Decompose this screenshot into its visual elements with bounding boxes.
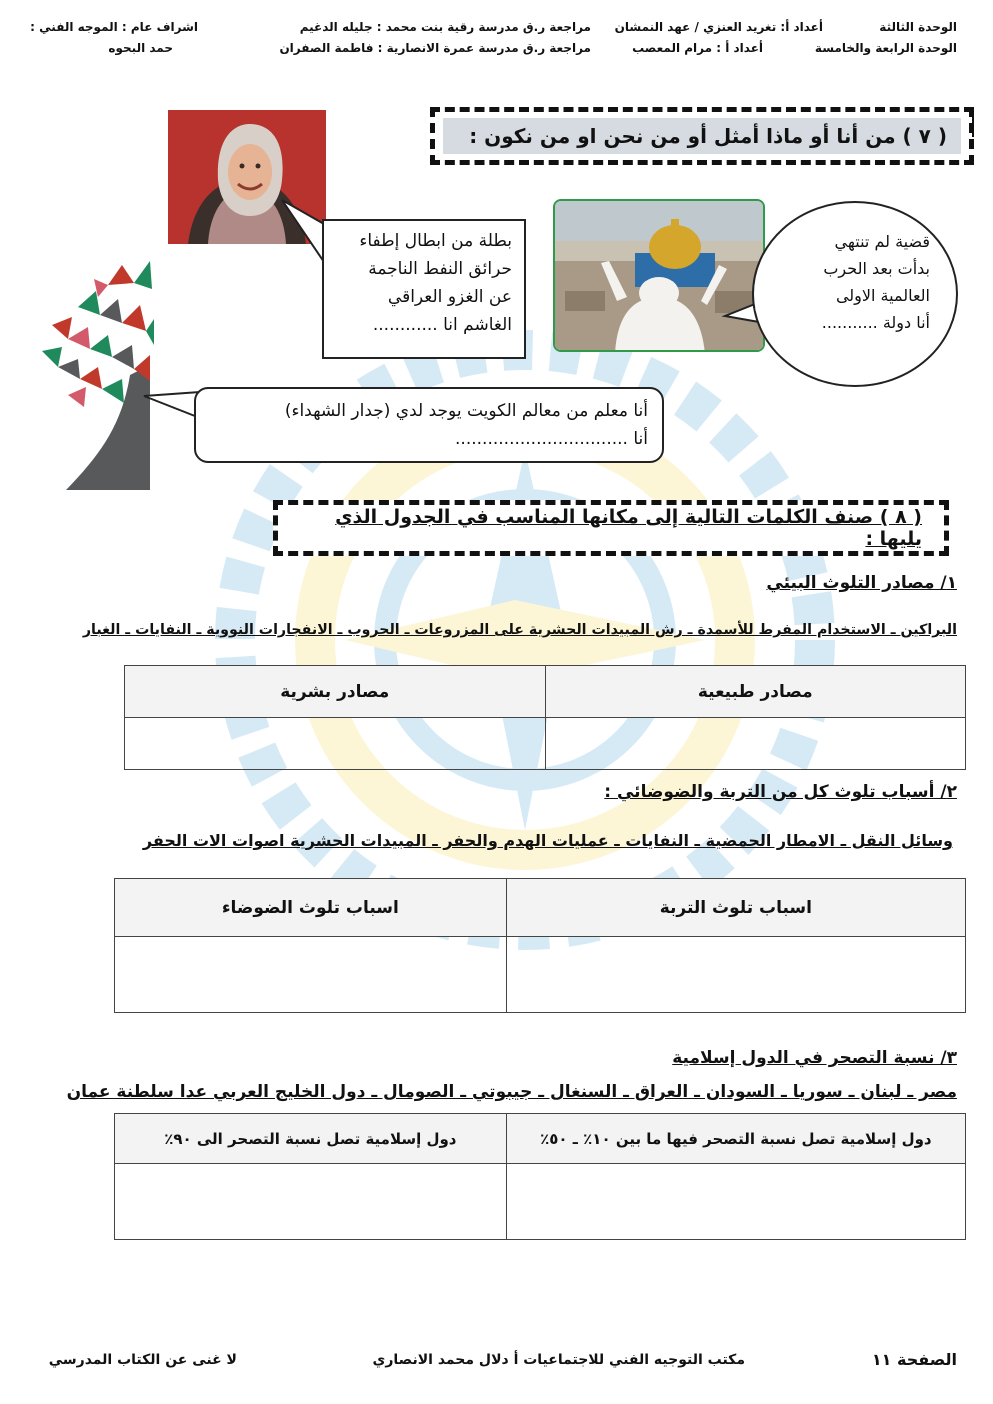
- header-supervision: اشراف عام : الموجه الفني :: [30, 20, 198, 34]
- s2-table: [114, 878, 966, 1013]
- s1-answer-natural[interactable]: [545, 718, 966, 770]
- s3-label: ٣/ نسبة التصحر في الدول إسلامية: [672, 1048, 957, 1068]
- woman-bubble-line: بطلة من ابطال إطفاء: [359, 231, 512, 251]
- q7-title-box: [430, 107, 974, 165]
- header-unit45: الوحدة الرابعة والخامسة: [814, 41, 957, 55]
- palestine-bubble: [780, 228, 930, 336]
- s3-table: [114, 1113, 966, 1240]
- s1-col-human: مصادر بشرية: [125, 666, 546, 718]
- footer-office: مكتب التوجيه الفني للاجتماعيات أ دلال محمد الانصاري: [372, 1352, 745, 1368]
- s1-answer-human[interactable]: [125, 718, 546, 770]
- s3-answer-90[interactable]: [115, 1164, 507, 1240]
- s2-answer-soil[interactable]: [506, 937, 965, 1013]
- martyrs-tree-logo: [38, 255, 158, 490]
- header-review1: مراجعة ر.ق مدرسة رقية بنت محمد : جليله الدغيم: [299, 20, 591, 34]
- palestine-bubble-line: أنا دولة ...........: [821, 313, 930, 332]
- s2-col-noise: اسباب تلوث الضوضاء: [115, 879, 507, 937]
- tree-bubble-line: أنا معلم من معالم الكويت يوجد لدي (جدار الشهداء): [284, 401, 648, 421]
- margin-mark: [972, 107, 974, 137]
- s1-col-natural: مصادر طبيعية: [545, 666, 966, 718]
- header-unit3: الوحدة الثالثة: [879, 20, 957, 34]
- tree-bubble: [194, 387, 664, 463]
- s3-words: مصر ـ لبنان ـ سوريا ـ السودان ـ العراق ـ السنغال ـ جيبوتي ـ الصومال ـ دول الخليج العربي عدا سلطنة عمان: [66, 1082, 957, 1102]
- footer-page-number: الصفحة ١١: [871, 1350, 957, 1369]
- palestine-bubble-line: العالمية الاولى: [835, 286, 930, 305]
- s2-col-soil: اسباب تلوث التربة: [506, 879, 965, 937]
- s1-table: [124, 665, 966, 770]
- s2-label: ٢/ أسباب تلوث كل من التربة والضوضائي :: [604, 782, 957, 802]
- header-review2: مراجعة ر.ق مدرسة عمرة الانصارية : فاطمة الصفران: [279, 41, 591, 55]
- woman-bubble-line: حرائق النفط الناجمة: [368, 259, 512, 279]
- s2-answer-noise[interactable]: [115, 937, 507, 1013]
- palestine-bubble-line: بدأت بعد الحرب: [823, 259, 930, 278]
- woman-bubble-line: عن الغزو العراقي: [387, 287, 512, 307]
- header-supervisor-name: حمد البحوه: [108, 41, 173, 55]
- q8-title-box: [273, 500, 949, 556]
- woman-bubble: [322, 219, 526, 359]
- footer-note: لا غنى عن الكتاب المدرسي: [48, 1352, 237, 1368]
- s1-label: ١/ مصادر التلوث البيئي: [766, 573, 957, 593]
- s1-words: البراكين ـ الاستخدام المفرط للأسمدة ـ رش المبيدات الحشرية على المزروعات ـ الحروب ـ الانفجارات النووية ـ النفايات ـ الغبار: [82, 622, 957, 638]
- woman-bubble-line: الغاشم انا ............: [372, 315, 512, 335]
- header-prep1: أعداد أ: تغريد العنزي / عهد النمشان: [614, 20, 823, 34]
- tree-bubble-line: أنا ................................: [455, 429, 648, 449]
- q8-title: ( ٨ ) صنف الكلمات التالية إلى مكانها المناسب في الجدول الذي يليها :: [335, 506, 922, 550]
- s2-words: وسائل النقل ـ الامطار الحمضية ـ النفايات ـ عمليات الهدم والحفر ـ المبيدات الحشرية اصوات الات الحفر: [142, 831, 953, 850]
- s3-col-10-50: دول إسلامية تصل نسبة التصحر فيها ما بين ١٠٪ ـ ٥٠٪: [506, 1114, 965, 1164]
- q7-title: ( ٧ ) من أنا أو ماذا أمثل أو من نحن او من نكون :: [469, 124, 947, 148]
- palestine-bubble-line: قضية لم تنتهي: [834, 232, 930, 251]
- s3-col-90: دول إسلامية تصل نسبة التصحر الى ٩٠٪: [115, 1114, 507, 1164]
- header-prep2: أعداد أ : مرام المعصب: [632, 41, 763, 55]
- s3-answer-10-50[interactable]: [506, 1164, 965, 1240]
